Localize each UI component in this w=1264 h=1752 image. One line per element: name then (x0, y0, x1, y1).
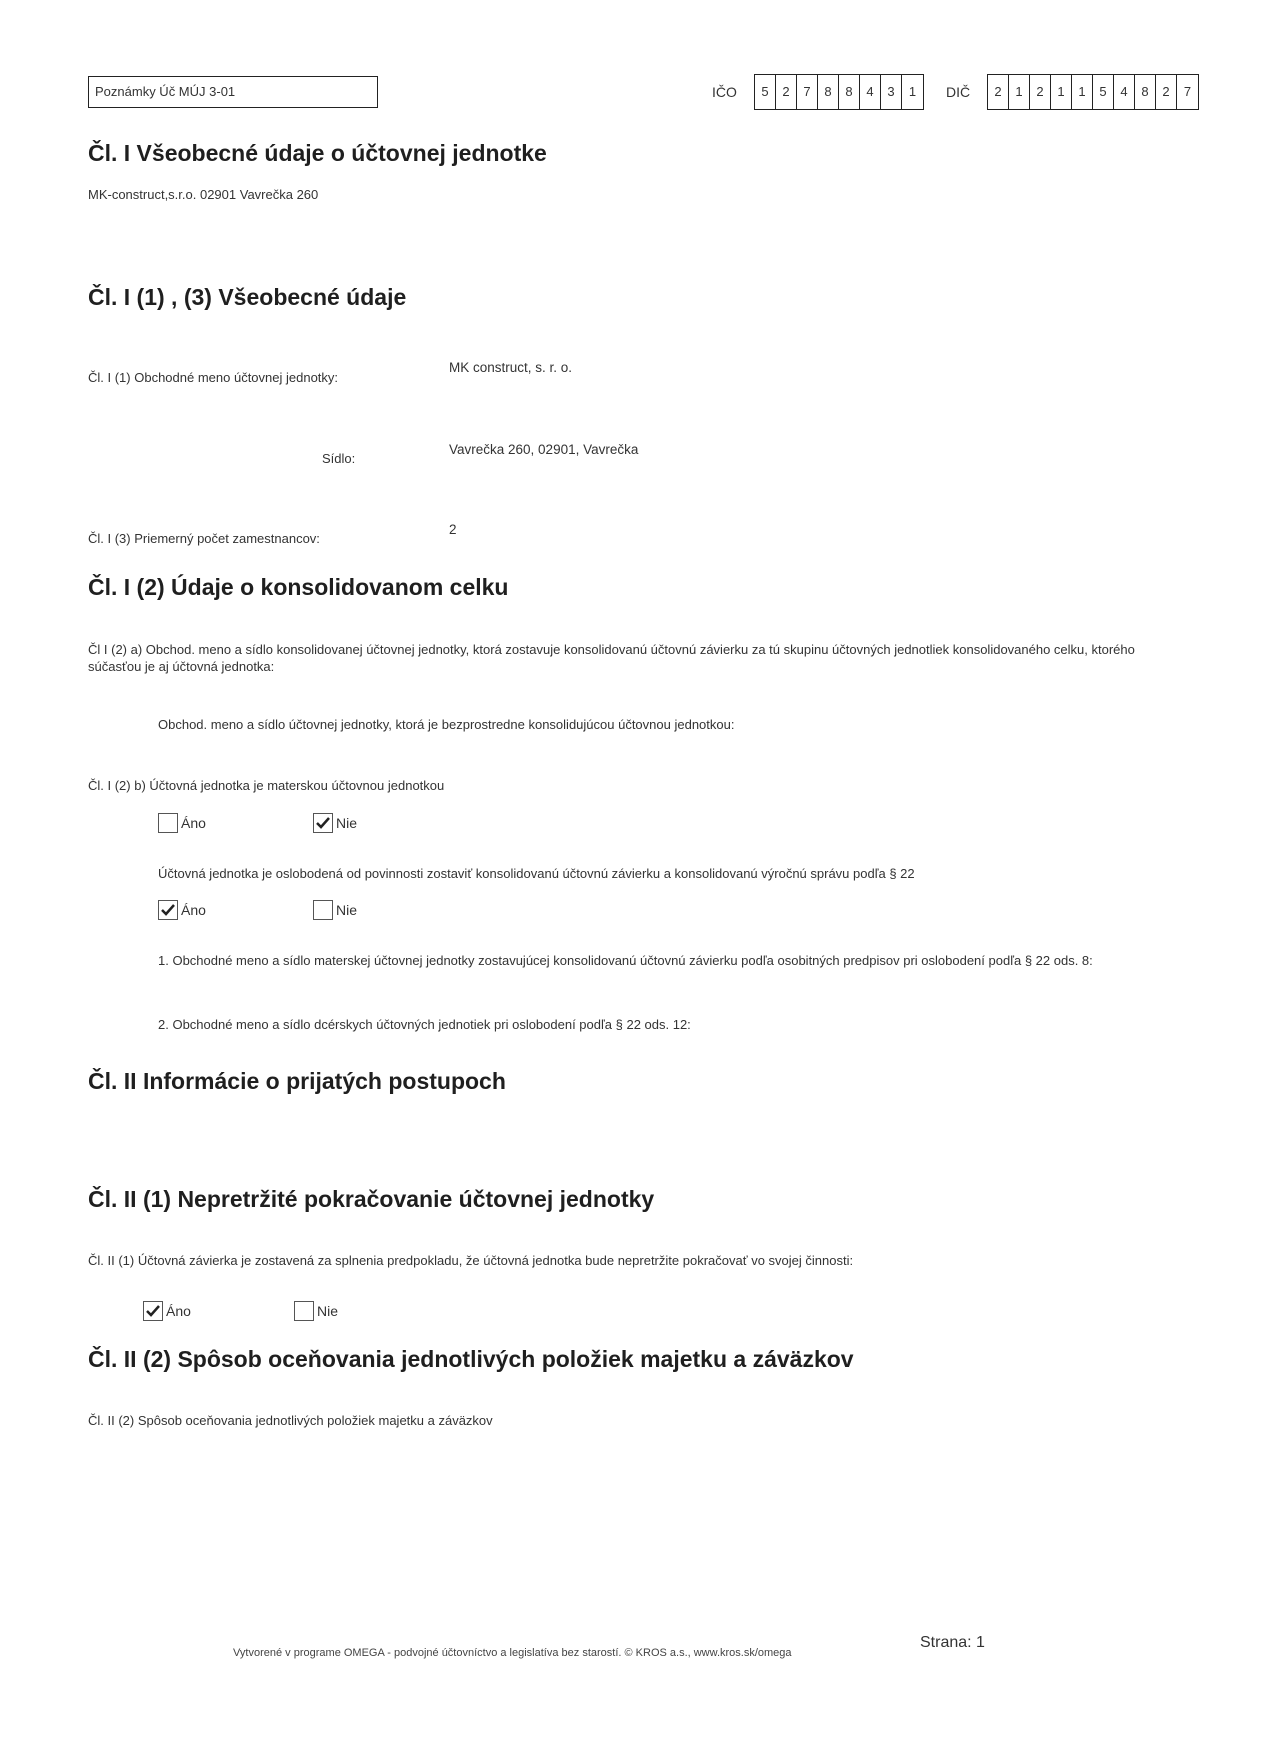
parent-name-item: 1. Obchodné meno a sídlo materskej účtovnej jednotky zostavujúcej konsolidovanú účtovnú závierku podľa osobitných predpisov pri oslobodení podľa § 22 ods. 8: (158, 953, 1093, 968)
exempt-yes-checkbox[interactable] (158, 900, 178, 920)
parent-yes-checkbox[interactable] (158, 813, 178, 833)
ico-digit: 8 (839, 75, 860, 109)
ico-digit: 1 (908, 84, 917, 99)
dic-digit: 7 (1183, 84, 1192, 99)
exempt-no-option[interactable] (313, 900, 357, 920)
going-concern-yes-label: Áno (166, 1303, 191, 1319)
dic-digit: 1 (1072, 75, 1093, 109)
section-consolidated-title: Čl. I (2) Údaje o konsolidovanom celku (88, 574, 509, 600)
going-concern-no-label: Nie (317, 1303, 339, 1319)
exemption-text: Účtovná jednotka je oslobodená od povinnosti zostaviť konsolidovanú účtovnú závierku a konsolidovanú výročnú správu podľa § 22 (158, 866, 915, 881)
business-name-value: MK construct, s. r. o. (449, 360, 573, 375)
entity-summary: MK-construct,s.r.o. 02901 Vavrečka 260 (88, 187, 319, 202)
footer-credit: Vytvorené v programe OMEGA - podvojné účtovníctvo a legislatíva bez starostí. © KROS a.s., www.kros.sk/omega (233, 1647, 792, 1659)
dic-digit: 1 (1009, 75, 1030, 109)
parent-no-label: Nie (336, 815, 358, 831)
dic-digit: 1 (1051, 75, 1072, 109)
ico-digit: 5 (755, 75, 776, 109)
page-number: Strana: 1 (920, 1634, 985, 1651)
dic-digit: 4 (1114, 75, 1135, 109)
ico-digit: 4 (860, 75, 881, 109)
employees-label: Čl. I (3) Priemerný počet zamestnancov: (88, 531, 320, 546)
going-concern-text: Čl. II (1) Účtovná závierka je zostavená za splnenia predpokladu, že účtovná jednotka bude nepretržite pokračovať vo svojej činnosti: (88, 1253, 854, 1268)
dic-digits (987, 74, 1199, 110)
going-concern-no-checkbox[interactable] (294, 1301, 314, 1321)
exempt-no-label: Nie (336, 902, 358, 918)
dic-digit: 5 (1093, 75, 1114, 109)
going-concern-yes-checkbox[interactable] (143, 1301, 163, 1321)
dic-digit: 2 (1030, 75, 1051, 109)
check-icon (315, 816, 331, 830)
dic-digit: 2 (988, 75, 1009, 109)
parent-no-checkbox[interactable] (313, 813, 333, 833)
exempt-yes-label: Áno (181, 902, 206, 918)
immediate-consolidator-text: Obchod. meno a sídlo účtovnej jednotky, ktorá je bezprostredne konsolidujúcou účtovnou jednotkou: (158, 717, 735, 732)
ico-digit: 7 (797, 75, 818, 109)
employees-value: 2 (449, 522, 457, 537)
consolidated-entity-text: Čl I (2) a) Obchod. meno a sídlo konsolidovanej účtovnej jednotky, ktorá zostavuje konsolidovanú účtovnú závierku za tú skupinu účtovných jednotliek konsolidovaného celku, ktorého súčasťou je aj účtovná jednotka: (88, 642, 1135, 674)
ico-digits (754, 74, 924, 110)
ico-digit: 3 (881, 75, 902, 109)
ico-digit: 2 (776, 75, 797, 109)
parent-yes-label: Áno (181, 815, 206, 831)
section-general-data-title: Čl. I (1) , (3) Všeobecné údaje (88, 284, 407, 310)
going-concern-yes-option[interactable] (143, 1301, 191, 1321)
valuation-text: Čl. II (2) Spôsob oceňovania jednotlivých položiek majetku a záväzkov (88, 1413, 493, 1428)
going-concern-no-option[interactable] (294, 1301, 338, 1321)
ico-label: IČO (712, 84, 737, 100)
dic-digit: 2 (1156, 75, 1177, 109)
parent-no-option[interactable] (313, 813, 357, 833)
business-name-label: Čl. I (1) Obchodné meno účtovnej jednotky: (88, 370, 339, 385)
section-valuation-title: Čl. II (2) Spôsob oceňovania jednotlivých položiek majetku a záväzkov (88, 1346, 854, 1372)
check-icon (145, 1304, 161, 1318)
check-icon (160, 903, 176, 917)
seat-label: Sídlo: (322, 451, 356, 466)
dic-digit: 8 (1135, 75, 1156, 109)
subsidiary-name-item: 2. Obchodné meno a sídlo dcérskych účtovných jednotiek pri oslobodení podľa § 22 ods. 12: (158, 1017, 691, 1032)
parent-entity-question: Čl. I (2) b) Účtovná jednotka je materskou účtovnou jednotkou (88, 778, 445, 793)
section-going-concern-title: Čl. II (1) Nepretržité pokračovanie účtovnej jednotky (88, 1186, 655, 1212)
parent-yes-option[interactable] (158, 813, 206, 833)
ico-digit: 8 (818, 75, 839, 109)
section-general-title: Čl. I Všeobecné údaje o účtovnej jednotke (88, 140, 547, 166)
exempt-no-checkbox[interactable] (313, 900, 333, 920)
section-policies-title: Čl. II Informácie o prijatých postupoch (88, 1068, 506, 1094)
dic-label: DIČ (946, 84, 971, 100)
seat-value: Vavrečka 260, 02901, Vavrečka (449, 442, 639, 457)
exempt-yes-option[interactable] (158, 900, 206, 920)
form-name-box: Poznámky Úč MÚJ 3-01 (88, 76, 378, 108)
